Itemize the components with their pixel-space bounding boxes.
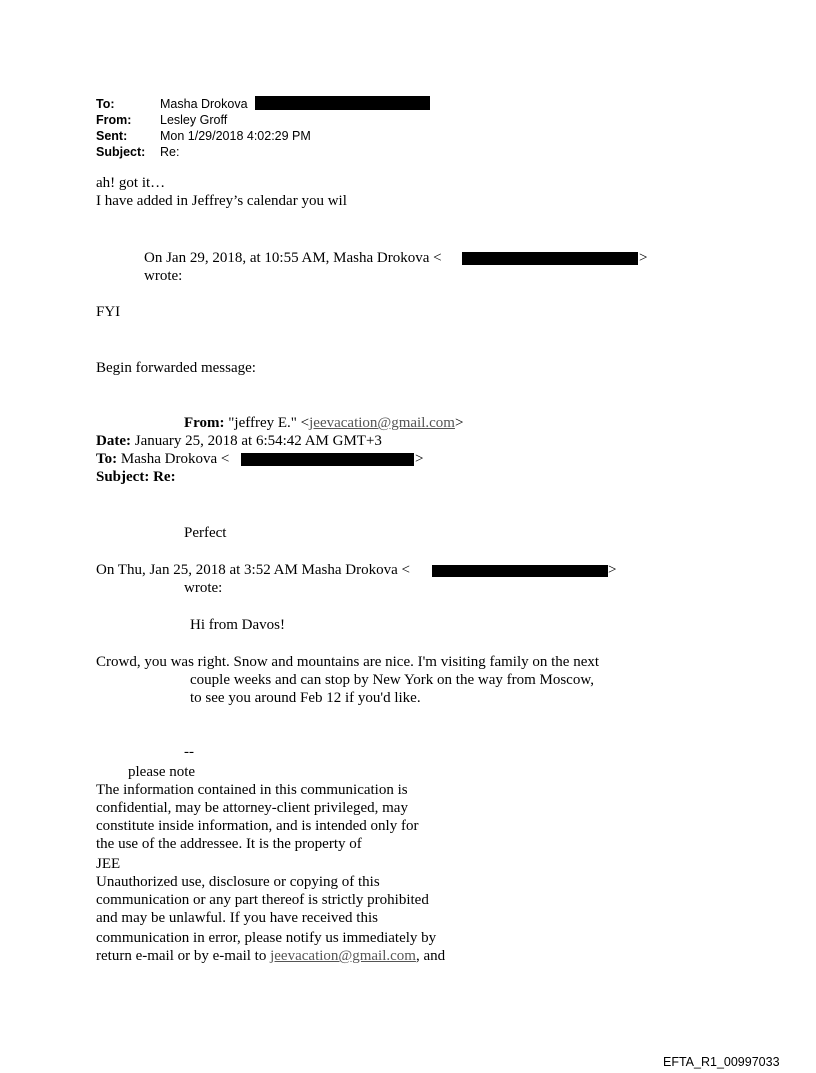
disclaimer-line: The information contained in this communication is bbox=[96, 782, 408, 798]
quote2-line-2: wrote: bbox=[184, 580, 223, 596]
fwd-from-label: From: bbox=[184, 415, 225, 431]
subject-label: Subject: bbox=[96, 145, 146, 159]
fwd-from-email-link[interactable]: jeevacation@gmail.com bbox=[309, 415, 455, 431]
quote1-line-1-end: > bbox=[639, 250, 648, 266]
disclaimer-line: the use of the addressee. It is the property of bbox=[96, 836, 362, 852]
from-value: Lesley Groff bbox=[160, 113, 228, 127]
to-value: Masha Drokova bbox=[160, 97, 248, 111]
disclaimer-line: confidential, may be attorney-client privileged, may bbox=[96, 800, 408, 816]
redaction-bar bbox=[432, 565, 608, 577]
quote1-line-1: On Jan 29, 2018, at 10:55 AM, Masha Drokova < bbox=[144, 250, 442, 266]
disclaimer-line: communication or any part thereof is strictly prohibited bbox=[96, 892, 429, 908]
reply-line-1: ah! got it… bbox=[96, 175, 166, 191]
disclaimer-line: JEE bbox=[96, 856, 121, 872]
quote2-line-1-end: > bbox=[608, 562, 617, 578]
document-id: EFTA_R1_00997033 bbox=[663, 1055, 780, 1069]
fwd-date-line bbox=[96, 432, 382, 450]
quote1-line-2: wrote: bbox=[144, 268, 183, 284]
hi-from-davos: Hi from Davos! bbox=[190, 617, 285, 633]
fwd-date-value: January 25, 2018 at 6:54:42 AM GMT+3 bbox=[134, 433, 382, 449]
to-label: To: bbox=[96, 97, 115, 111]
disclaimer-email-link[interactable]: jeevacation@gmail.com bbox=[270, 948, 416, 964]
davos-line-2: couple weeks and can stop by New York on the way from Moscow, bbox=[190, 672, 594, 688]
fwd-to-line bbox=[96, 450, 229, 468]
disclaimer-line: constitute inside information, and is intended only for bbox=[96, 818, 419, 834]
fwd-to-value: Masha Drokova < bbox=[120, 451, 230, 467]
redaction-bar bbox=[241, 453, 414, 466]
fyi-text: FYI bbox=[96, 304, 121, 320]
disclaimer-line: and may be unlawful. If you have received this bbox=[96, 910, 378, 926]
fwd-from-name: "jeffrey E." < bbox=[228, 415, 310, 431]
redaction-bar bbox=[255, 96, 430, 110]
fwd-to-label: To: bbox=[96, 451, 118, 467]
fwd-from-line bbox=[184, 414, 463, 432]
disclaimer-last-line bbox=[96, 947, 445, 965]
fwd-from-end: > bbox=[454, 415, 464, 431]
fwd-subject-label: Subject: bbox=[96, 469, 150, 485]
signature-dash: -- bbox=[184, 744, 194, 760]
perfect-text: Perfect bbox=[184, 525, 227, 541]
davos-line-3: to see you around Feb 12 if you'd like. bbox=[190, 690, 421, 706]
fwd-date-label: Date: bbox=[96, 433, 131, 449]
disclaimer-line: Unauthorized use, disclosure or copying of this bbox=[96, 874, 380, 890]
sent-label: Sent: bbox=[96, 129, 128, 143]
subject-value: Re: bbox=[160, 145, 180, 159]
from-label: From: bbox=[96, 113, 132, 127]
davos-line-1: Crowd, you was right. Snow and mountains are nice. I'm visiting family on the next bbox=[96, 654, 600, 670]
disclaimer-last-suffix: , and bbox=[415, 948, 446, 964]
reply-line-2: I have added in Jeffrey’s calendar you wil bbox=[96, 193, 347, 209]
fwd-subject-value: Re: bbox=[153, 469, 176, 485]
redaction-bar bbox=[462, 252, 638, 265]
begin-forwarded: Begin forwarded message: bbox=[96, 360, 256, 376]
sent-value: Mon 1/29/2018 4:02:29 PM bbox=[160, 129, 311, 143]
disclaimer-last-prefix: return e-mail or by e-mail to bbox=[96, 948, 271, 964]
fwd-subject-line bbox=[96, 468, 176, 486]
quote2-line-1: On Thu, Jan 25, 2018 at 3:52 AM Masha Drokova < bbox=[96, 562, 410, 578]
disclaimer-line: communication in error, please notify us immediately by bbox=[96, 930, 437, 946]
fwd-to-end: > bbox=[415, 451, 424, 467]
please-note: please note bbox=[128, 764, 196, 780]
